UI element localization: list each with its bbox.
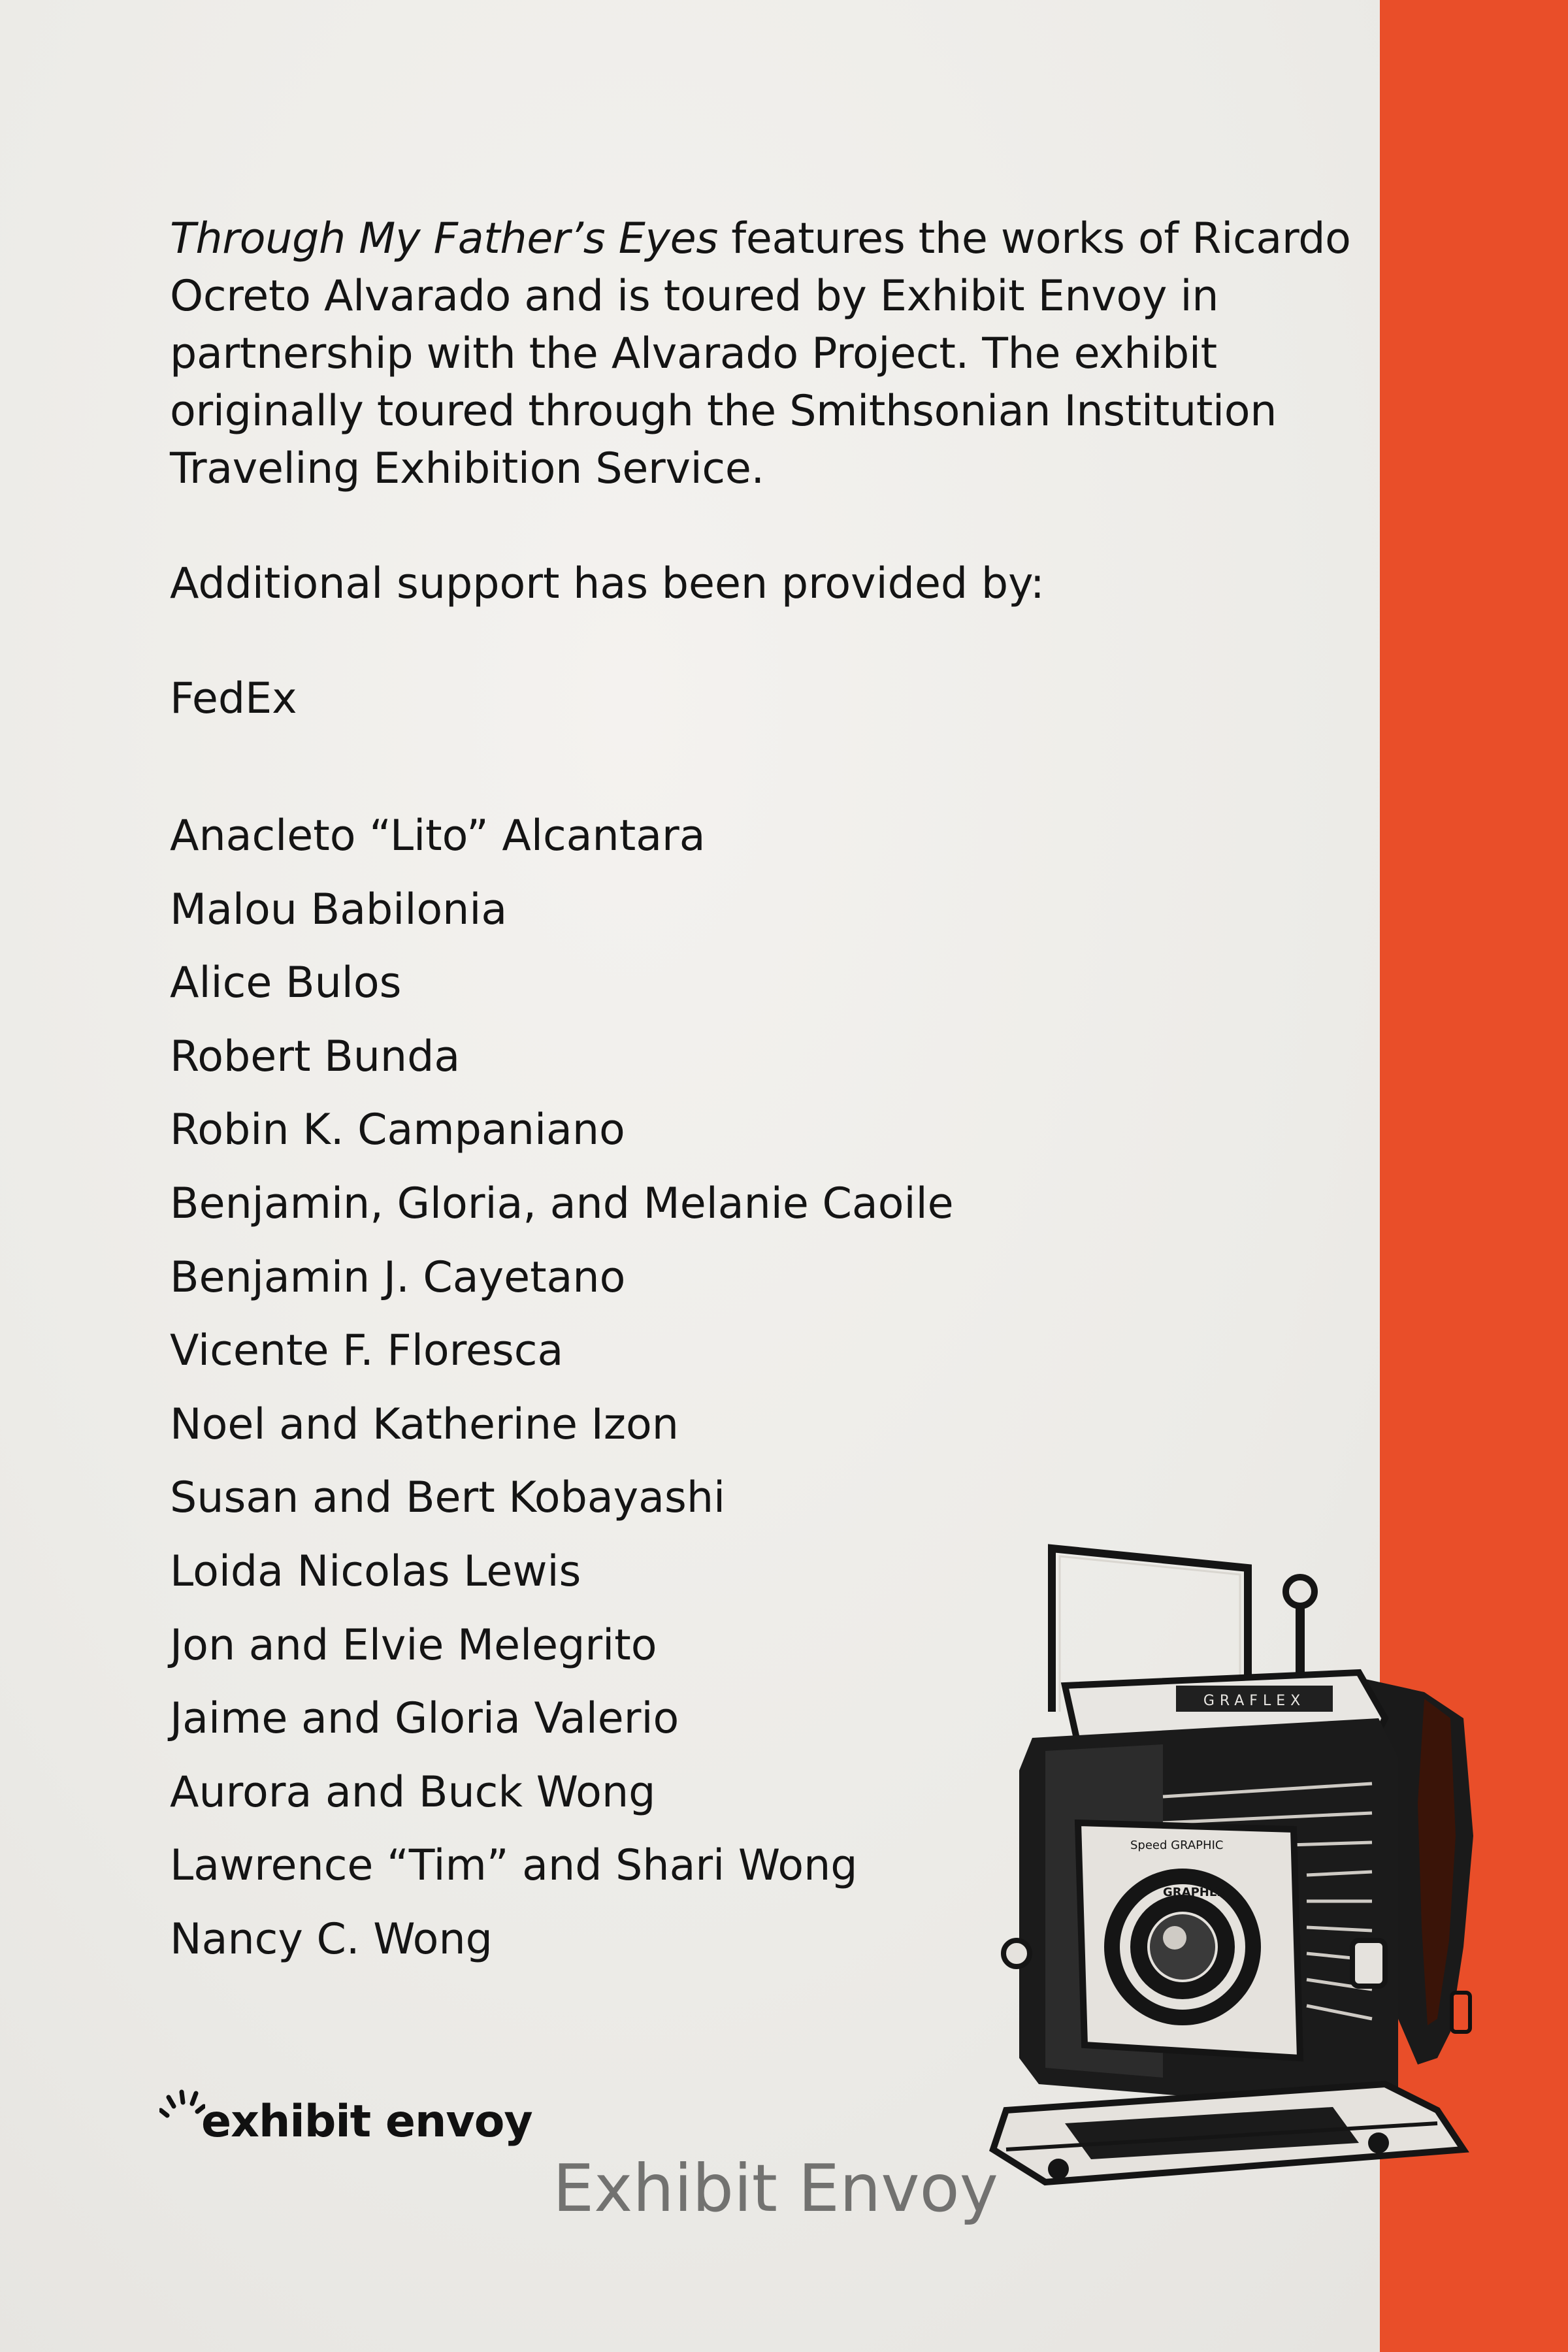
logo-text: exhibit envoy — [201, 2096, 532, 2148]
donor-name: Vicente F. Floresca — [170, 1326, 564, 1376]
donor-name: Malou Babilonia — [170, 885, 508, 934]
donor-name: Anacleto “Lito” Alcantara — [170, 811, 706, 860]
donor-name: Jaime and Gloria Valerio — [170, 1694, 679, 1744]
intro-text: features the works of Ricardo Ocreto Alvarado and is toured by Exhibit Envoy in partnership with the Alvarado Project. The exhibit originally toured through the Smithsonian Institution Traveling Exhibition Service. — [170, 214, 1351, 493]
donor-name: Susan and Bert Kobayashi — [170, 1473, 726, 1523]
support-label: Additional support has been provided by: — [170, 559, 1045, 608]
exhibit-title: Through My Father’s Eyes — [170, 214, 718, 263]
exhibit-envoy-logo — [159, 2078, 538, 2156]
donor-name: Benjamin J. Cayetano — [170, 1252, 626, 1302]
donor-name: Aurora and Buck Wong — [170, 1767, 656, 1817]
camera-brand-front: Speed GRAPHIC — [1130, 1838, 1224, 1852]
watermark-text: Exhibit Envoy — [553, 2150, 998, 2227]
donor-name: Jon and Elvie Melegrito — [170, 1620, 657, 1670]
intro-paragraph — [170, 210, 1372, 498]
camera-brand-top: GRAFLEX — [1203, 1693, 1306, 1709]
press-camera-illustration — [967, 1522, 1490, 2189]
donor-name: Benjamin, Gloria, and Melanie Caoile — [170, 1179, 954, 1228]
donor-name: Nancy C. Wong — [170, 1914, 493, 1964]
sponsor-name: FedEx — [170, 674, 297, 723]
donor-name: Robin K. Campaniano — [170, 1105, 625, 1155]
donor-name: Alice Bulos — [170, 958, 402, 1008]
donor-name: Lawrence “Tim” and Shari Wong — [170, 1841, 858, 1891]
lens-brand: GRAPHEX — [1163, 1886, 1226, 1899]
donor-name: Robert Bunda — [170, 1032, 461, 1081]
donor-name: Loida Nicolas Lewis — [170, 1546, 581, 1596]
donor-name: Noel and Katherine Izon — [170, 1399, 679, 1449]
burst-icon — [159, 2078, 205, 2130]
